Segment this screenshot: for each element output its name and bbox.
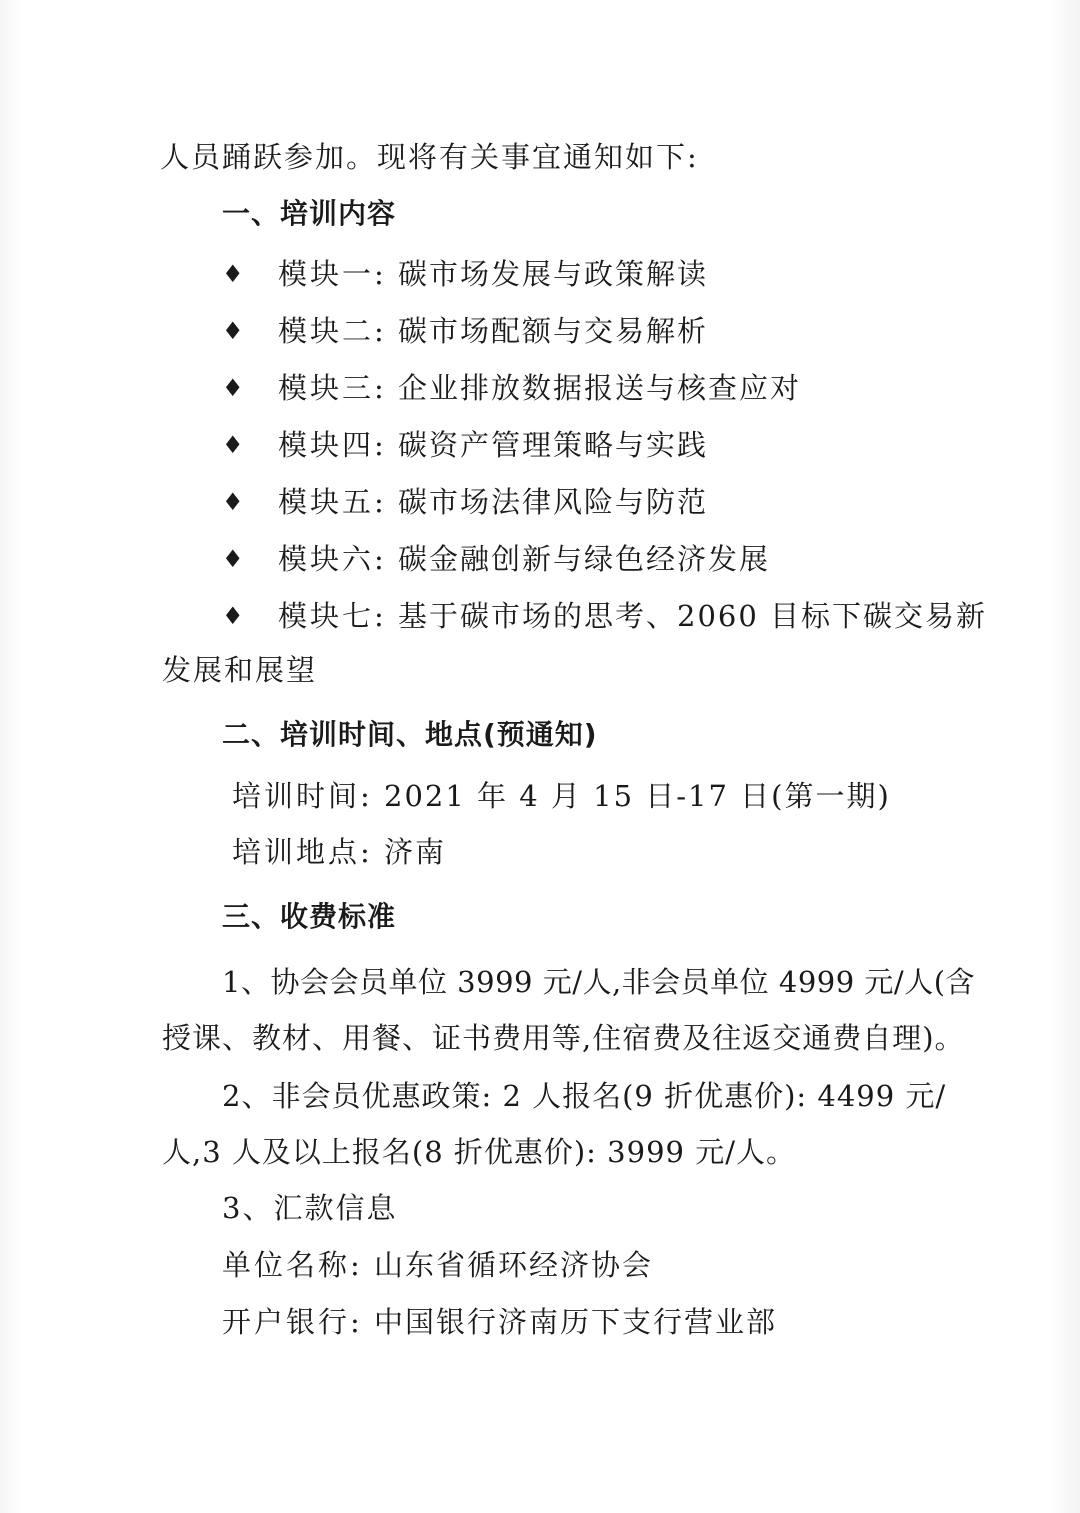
- bank-line: [222, 1302, 777, 1342]
- section1-heading: 一、培训内容: [222, 197, 397, 230]
- module-text: 碳金融创新与绿色经济发展: [398, 542, 771, 576]
- bank-value: 中国银行济南历下支行营业部: [374, 1305, 778, 1339]
- module-text: 碳市场法律风险与防范: [398, 485, 709, 519]
- training-time-line: [232, 776, 891, 816]
- module-item: [278, 482, 708, 522]
- training-time-label: 培训时间:: [232, 779, 373, 813]
- training-place-value: 济南: [384, 835, 447, 869]
- module-text: 碳资产管理策略与实践: [398, 428, 709, 462]
- module7-continuation: 发展和展望: [162, 653, 318, 687]
- company-name-line: [222, 1245, 653, 1285]
- module-item: [278, 425, 708, 465]
- module-item: [278, 254, 708, 294]
- module-label: 模块三:: [278, 371, 387, 405]
- training-place-line: [232, 832, 446, 872]
- module-item: [278, 368, 801, 408]
- training-place-label: 培训地点:: [232, 835, 373, 869]
- bullet-diamond-icon: ♦: [222, 488, 244, 516]
- module-text: 碳市场发展与政策解读: [398, 257, 709, 291]
- bullet-diamond-icon: ♦: [222, 317, 244, 345]
- section3-heading: 三、收费标准: [222, 900, 397, 933]
- bullet-diamond-icon: ♦: [222, 374, 244, 402]
- bullet-diamond-icon: ♦: [222, 431, 244, 459]
- fee-item1-line2: 授课、教材、用餐、证书费用等,住宿费及往返交通费自理)。: [162, 1021, 965, 1055]
- module-label: 模块四:: [278, 428, 387, 462]
- module-label: 模块七:: [278, 599, 387, 633]
- fee-item1-line1: 1、协会会员单位 3999 元/人,非会员单位 4999 元/人(含: [222, 965, 976, 999]
- bullet-diamond-icon: ♦: [222, 602, 244, 630]
- module-text: 碳市场配额与交易解析: [398, 314, 709, 348]
- module-text: 企业排放数据报送与核查应对: [398, 371, 802, 405]
- bullet-diamond-icon: ♦: [222, 545, 244, 573]
- module-item: [278, 311, 708, 351]
- fee-item2-line1: 2、非会员优惠政策: 2 人报名(9 折优惠价): 4499 元/: [222, 1079, 947, 1113]
- bank-label: 开户银行:: [222, 1305, 363, 1339]
- module-item: [278, 596, 987, 636]
- bullet-diamond-icon: ♦: [222, 260, 244, 288]
- module-label: 模块一:: [278, 257, 387, 291]
- company-name-label: 单位名称:: [222, 1248, 363, 1282]
- intro-tail-text: 人员踊跃参加。现将有关事宜通知如下:: [160, 140, 699, 174]
- company-name-value: 山东省循环经济协会: [374, 1248, 654, 1282]
- section2-heading: 二、培训时间、地点(预通知): [222, 718, 598, 751]
- module-label: 模块五:: [278, 485, 387, 519]
- remittance-heading: 3、汇款信息: [222, 1191, 398, 1225]
- module-label: 模块六:: [278, 542, 387, 576]
- module-text: 基于碳市场的思考、2060 目标下碳交易新: [398, 599, 988, 633]
- module-item: [278, 539, 770, 579]
- fee-item2-line2: 人,3 人及以上报名(8 折优惠价): 3999 元/人。: [162, 1135, 796, 1169]
- module-label: 模块二:: [278, 314, 387, 348]
- training-time-value: 2021 年 4 月 15 日-17 日(第一期): [384, 779, 891, 813]
